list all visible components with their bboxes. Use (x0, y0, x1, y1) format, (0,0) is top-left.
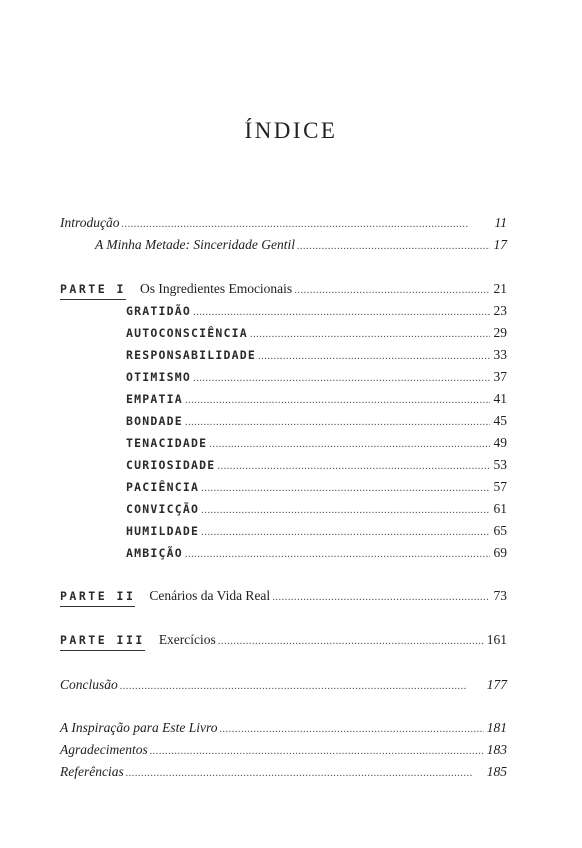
toc-entry-label: Conclusão (60, 677, 118, 692)
toc-entry-parte-iii[interactable] (60, 630, 507, 650)
dot-leader (185, 412, 490, 432)
toc-entry-a-minha-metade[interactable] (95, 235, 507, 255)
toc-page-number: 29 (493, 325, 507, 340)
toc-entry-label: Exercícios (158, 632, 216, 647)
dot-leader (220, 719, 484, 739)
toc-page-number: 23 (493, 303, 507, 318)
toc-entry-label: Referências (60, 764, 124, 779)
toc-chapter[interactable] (126, 521, 507, 541)
dot-leader (122, 214, 491, 234)
part-label: PARTE I (60, 279, 126, 300)
toc-entry-parte-ii[interactable] (60, 586, 507, 606)
toc-entry-label: Introdução (60, 215, 120, 230)
toc-page-number: 65 (493, 523, 507, 538)
toc-page-number: 177 (486, 677, 507, 692)
toc-page-number: 69 (493, 545, 507, 560)
dot-leader (201, 522, 490, 542)
toc-entry-label: Agradecimentos (60, 742, 148, 757)
chapter-label: PACIÊNCIA (126, 480, 200, 494)
dot-leader (272, 587, 490, 607)
toc-page-number: 45 (493, 413, 507, 428)
toc-entry-inspiracao[interactable] (60, 718, 507, 738)
chapter-label: TENACIDADE (126, 436, 208, 450)
toc-chapter[interactable] (126, 301, 507, 321)
toc-chapter[interactable] (126, 323, 507, 343)
toc-chapter[interactable] (126, 455, 507, 475)
chapter-label: CURIOSIDADE (126, 458, 216, 472)
chapter-label: GRATIDÃO (126, 304, 191, 318)
dot-leader (150, 741, 484, 761)
toc-page-number: 11 (494, 215, 507, 230)
toc-page-number: 33 (493, 347, 507, 362)
chapter-label: CONVICÇÃO (126, 502, 200, 516)
toc-chapter[interactable] (126, 389, 507, 409)
part-label: PARTE III (60, 630, 145, 651)
dot-leader (193, 368, 490, 388)
toc-page-number: 41 (493, 391, 507, 406)
dot-leader (297, 236, 490, 256)
toc-page-number: 37 (493, 369, 507, 384)
toc-chapter[interactable] (126, 367, 507, 387)
toc-page-number: 185 (486, 764, 507, 779)
chapter-label: AUTOCONSCIÊNCIA (126, 326, 248, 340)
toc-chapter[interactable] (126, 477, 507, 497)
toc-entry-introducao[interactable] (60, 213, 507, 233)
toc-page-number: 161 (486, 632, 507, 647)
toc-entry-label: Os Ingredientes Emocionais (139, 281, 293, 296)
toc-page-number: 53 (493, 457, 507, 472)
toc-chapter[interactable] (126, 499, 507, 519)
dot-leader (218, 631, 484, 651)
toc-entry-conclusao[interactable] (60, 675, 507, 695)
toc-page-number: 49 (493, 435, 507, 450)
chapter-label: HUMILDADE (126, 524, 200, 538)
part-label: PARTE II (60, 586, 135, 607)
toc-page-number: 73 (493, 588, 507, 603)
chapter-label: OTIMISMO (126, 370, 191, 384)
toc-page-number: 61 (493, 501, 507, 516)
dot-leader (201, 478, 490, 498)
dot-leader (193, 302, 490, 322)
toc-chapter[interactable] (126, 433, 507, 453)
dot-leader (209, 434, 490, 454)
chapter-label: EMPATIA (126, 392, 183, 406)
dot-leader (126, 763, 484, 783)
dot-leader (185, 544, 490, 564)
dot-leader (258, 346, 490, 366)
chapter-label: RESPONSABILIDADE (126, 348, 256, 362)
toc-entry-agradecimentos[interactable] (60, 740, 507, 760)
chapter-label: BONDADE (126, 414, 183, 428)
toc-page-number: 21 (493, 281, 507, 296)
toc-page-number: 181 (486, 720, 507, 735)
dot-leader (201, 500, 490, 520)
toc-page-number: 17 (493, 237, 507, 252)
toc-chapter[interactable] (126, 411, 507, 431)
toc-page-number: 183 (486, 742, 507, 757)
dot-leader (250, 324, 490, 344)
toc-page-number: 57 (493, 479, 507, 494)
toc-entry-label: Cenários da Vida Real (149, 588, 271, 603)
dot-leader (217, 456, 490, 476)
toc-entry-referencias[interactable] (60, 762, 507, 782)
page-title: ÍNDICE (244, 118, 338, 143)
toc-entry-parte-i[interactable] (60, 279, 507, 299)
toc-entry-label: A Minha Metade: Sinceridade Gentil (95, 237, 295, 252)
toc-entry-label: A Inspiração para Este Livro (60, 720, 218, 735)
dot-leader (185, 390, 490, 410)
chapter-label: AMBIÇÃO (126, 546, 183, 560)
toc-chapter[interactable] (126, 345, 507, 365)
dot-leader (294, 280, 490, 300)
toc-chapter[interactable] (126, 543, 507, 563)
dot-leader (120, 676, 484, 696)
